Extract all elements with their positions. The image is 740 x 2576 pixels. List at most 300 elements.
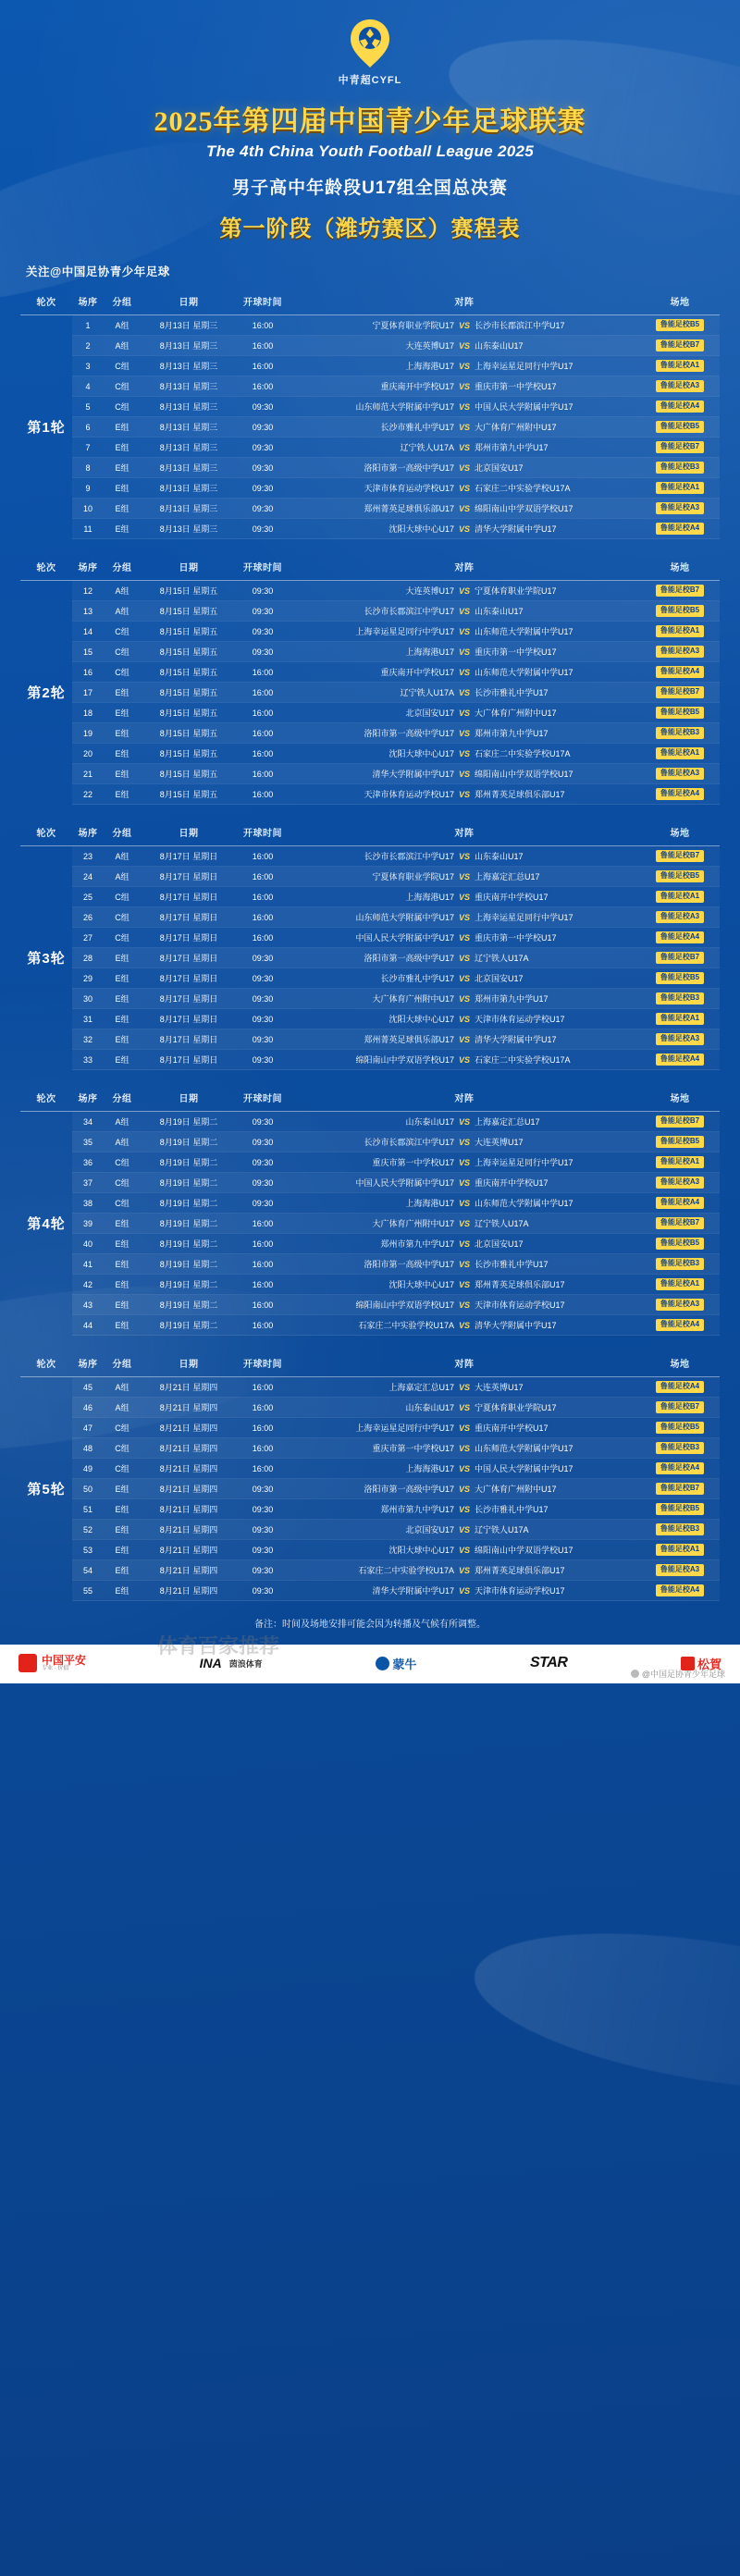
column-header: 场地	[640, 289, 720, 315]
group-name: E组	[104, 1275, 141, 1295]
sponsor-bar	[0, 1634, 740, 1683]
home-team: 中国人民大学附属中学U17	[355, 933, 454, 943]
matchup-cell	[289, 622, 640, 642]
group-name: A组	[104, 1377, 141, 1398]
away-team: 郑州市第九中学U17	[475, 994, 549, 1004]
corner-watermark-text: @中国足协青少年足球	[641, 1670, 725, 1679]
matchup-cell	[289, 397, 640, 417]
vs-label: VS	[458, 1565, 470, 1575]
group-name: E组	[104, 948, 141, 968]
venue-badge: 鲁能足校B5	[656, 421, 704, 433]
home-team: 重庆市第一中学校U17	[372, 1158, 454, 1167]
venue-cell	[640, 1152, 720, 1173]
home-team: 天津市体育运动学校U17	[364, 484, 454, 493]
kickoff-time: 09:30	[237, 1520, 289, 1540]
home-team: 山东泰山U17	[405, 1403, 454, 1412]
vs-label: VS	[458, 1463, 470, 1473]
table-row	[20, 968, 720, 989]
group-name: A组	[104, 1398, 141, 1418]
home-team: 郑州市第九中学U17	[380, 1239, 454, 1249]
home-team: 洛阳市第一高级中学U17	[364, 1485, 454, 1494]
venue-cell	[640, 417, 720, 438]
sponsor-pingan	[18, 1654, 86, 1672]
table-row	[20, 1560, 720, 1581]
kickoff-time: 16:00	[237, 1254, 289, 1275]
matchup-cell	[289, 1275, 640, 1295]
table-row	[20, 846, 720, 867]
vs-label: VS	[458, 728, 470, 738]
group-name: C组	[104, 397, 141, 417]
venue-badge: 鲁能足校A4	[656, 788, 704, 800]
venue-badge: 鲁能足校B7	[656, 686, 704, 698]
away-team: 大连英博U17	[475, 1383, 524, 1392]
home-team: 宁夏体育职业学院U17	[372, 321, 454, 330]
home-team: 长沙市雅礼中学U17	[380, 974, 454, 983]
home-team: 上海幸运星足同行中学U17	[355, 627, 454, 636]
matchup-cell	[289, 989, 640, 1009]
footnote: 备注：时间及场地安排可能会因为转播及气候有所调整。	[254, 1620, 486, 1630]
column-header: 轮次	[20, 820, 72, 846]
kickoff-time: 09:30	[237, 989, 289, 1009]
column-header: 日期	[141, 1350, 237, 1377]
group-name: E组	[104, 438, 141, 458]
table-row	[20, 928, 720, 948]
venue-badge: 鲁能足校A4	[656, 1462, 704, 1474]
home-team: 山东泰山U17	[405, 1117, 454, 1127]
venue-cell	[640, 1295, 720, 1315]
matchup-cell	[289, 1418, 640, 1438]
group-name: E组	[104, 764, 141, 784]
group-name: E组	[104, 989, 141, 1009]
vs-label: VS	[458, 503, 470, 513]
kickoff-time: 16:00	[237, 662, 289, 683]
away-team: 长沙市雅礼中学U17	[475, 688, 549, 697]
table-row	[20, 1438, 720, 1459]
match-no: 17	[72, 683, 104, 703]
venue-cell	[640, 1438, 720, 1459]
away-team: 山东师范大学附属中学U17	[475, 627, 574, 636]
matchup-cell	[289, 1132, 640, 1152]
round-label: 第1轮	[27, 420, 66, 437]
away-team: 北京国安U17	[475, 463, 524, 473]
venue-badge: 鲁能足校A4	[656, 523, 704, 535]
matchup-cell	[289, 662, 640, 683]
pingan-name: 中国平安	[42, 1653, 87, 1667]
away-team: 长沙市长郡滨江中学U17	[475, 321, 565, 330]
vs-label: VS	[458, 748, 470, 758]
column-header: 分组	[104, 1085, 141, 1112]
match-date: 8月21日 星期四	[141, 1581, 237, 1601]
venue-cell	[640, 1377, 720, 1398]
venue-badge: 鲁能足校A3	[656, 1299, 704, 1311]
vs-label: VS	[458, 1014, 470, 1024]
home-team: 大广体育广州附中U17	[372, 1219, 454, 1228]
match-date: 8月21日 星期四	[141, 1398, 237, 1418]
away-team: 山东师范大学附属中学U17	[475, 1199, 574, 1208]
kickoff-time: 09:30	[237, 948, 289, 968]
match-date: 8月21日 星期四	[141, 1418, 237, 1438]
vs-label: VS	[458, 1177, 470, 1188]
vs-label: VS	[458, 1504, 470, 1514]
column-header: 场地	[640, 820, 720, 846]
subtitle-category: 男子高中年龄段U17组全国总决赛	[232, 179, 508, 198]
vs-label: VS	[458, 422, 470, 432]
match-date: 8月17日 星期日	[141, 867, 237, 887]
group-name: E组	[104, 703, 141, 723]
kickoff-time: 09:30	[237, 1112, 289, 1132]
table-row	[20, 1029, 720, 1050]
vs-label: VS	[458, 442, 470, 452]
kickoff-time: 16:00	[237, 376, 289, 397]
column-header: 场序	[72, 554, 104, 581]
group-name: A组	[104, 846, 141, 867]
match-no: 2	[72, 336, 104, 356]
matchup-cell	[289, 499, 640, 519]
home-team: 大连英博U17	[405, 341, 454, 351]
home-team: 山东师范大学附属中学U17	[355, 913, 454, 922]
kickoff-time: 16:00	[237, 356, 289, 376]
mengniu-logo-icon	[376, 1657, 389, 1670]
schedule-table	[20, 820, 720, 1070]
venue-badge: 鲁能足校B5	[656, 1503, 704, 1515]
match-no: 32	[72, 1029, 104, 1050]
column-header: 轮次	[20, 1085, 72, 1112]
match-date: 8月17日 星期日	[141, 968, 237, 989]
away-team: 绵阳南山中学双语学校U17	[475, 504, 574, 513]
venue-cell	[640, 989, 720, 1009]
kickoff-time: 09:30	[237, 642, 289, 662]
column-header: 对阵	[289, 820, 640, 846]
table-row	[20, 601, 720, 622]
home-team: 长沙市长郡滨江中学U17	[364, 852, 454, 861]
away-team: 中国人民大学附属中学U17	[475, 402, 574, 412]
group-name: C组	[104, 907, 141, 928]
group-name: C组	[104, 1418, 141, 1438]
away-team: 宁夏体育职业学院U17	[475, 586, 557, 596]
matchup-cell	[289, 1152, 640, 1173]
sponsor-mengniu	[376, 1655, 416, 1672]
center-watermark: 体育百家推荐	[157, 1634, 280, 1658]
home-team: 郑州菁英足球俱乐部U17	[364, 504, 454, 513]
match-no: 1	[72, 315, 104, 336]
home-team: 沈阳大球中心U17	[388, 1546, 454, 1555]
table-row	[20, 376, 720, 397]
venue-cell	[640, 1050, 720, 1070]
away-team: 石家庄二中实验学校U17A	[475, 1055, 571, 1065]
venue-cell	[640, 1581, 720, 1601]
kickoff-time: 09:30	[237, 581, 289, 601]
matchup-cell	[289, 1193, 640, 1214]
match-no: 24	[72, 867, 104, 887]
table-row	[20, 519, 720, 539]
matchup-cell	[289, 723, 640, 744]
column-header: 场序	[72, 1085, 104, 1112]
matchup-cell	[289, 907, 640, 928]
group-name: E组	[104, 683, 141, 703]
column-header: 分组	[104, 1350, 141, 1377]
match-no: 52	[72, 1520, 104, 1540]
match-date: 8月21日 星期四	[141, 1560, 237, 1581]
venue-cell	[640, 581, 720, 601]
kickoff-time: 16:00	[237, 1438, 289, 1459]
venue-badge: 鲁能足校A3	[656, 768, 704, 780]
table-row	[20, 1275, 720, 1295]
group-name: C组	[104, 662, 141, 683]
kickoff-time: 09:30	[237, 458, 289, 478]
match-date: 8月19日 星期二	[141, 1234, 237, 1254]
match-no: 46	[72, 1398, 104, 1418]
matchup-cell	[289, 438, 640, 458]
vs-label: VS	[458, 687, 470, 697]
match-date: 8月17日 星期日	[141, 1009, 237, 1029]
away-team: 天津市体育运动学校U17	[475, 1015, 565, 1024]
sponsor-ina	[200, 1656, 263, 1670]
venue-badge: 鲁能足校A4	[656, 1197, 704, 1209]
match-date: 8月21日 星期四	[141, 1520, 237, 1540]
away-team: 石家庄二中实验学校U17A	[475, 484, 571, 493]
venue-cell	[640, 499, 720, 519]
home-team: 长沙市长郡滨江中学U17	[364, 1138, 454, 1147]
away-team: 上海幸运星足同行中学U17	[475, 362, 574, 371]
home-team: 上海海港U17	[405, 893, 454, 902]
match-date: 8月13日 星期三	[141, 478, 237, 499]
matchup-cell	[289, 1315, 640, 1336]
kickoff-time: 16:00	[237, 1234, 289, 1254]
column-header: 场序	[72, 1350, 104, 1377]
venue-badge: 鲁能足校B7	[656, 339, 704, 351]
match-date: 8月19日 星期二	[141, 1295, 237, 1315]
matchup-cell	[289, 376, 640, 397]
vs-label: VS	[458, 1034, 470, 1044]
venue-cell	[640, 1275, 720, 1295]
matchup-cell	[289, 703, 640, 723]
match-date: 8月21日 星期四	[141, 1377, 237, 1398]
kickoff-time: 09:30	[237, 1173, 289, 1193]
home-team: 洛阳市第一高级中学U17	[364, 463, 454, 473]
page-title-en: The 4th China Youth Football League 2025	[206, 142, 534, 160]
away-team: 郑州市第九中学U17	[475, 443, 549, 452]
match-no: 29	[72, 968, 104, 989]
venue-badge: 鲁能足校B5	[656, 707, 704, 719]
kickoff-time: 16:00	[237, 1315, 289, 1336]
pingan-logo-icon	[18, 1654, 37, 1672]
match-no: 30	[72, 989, 104, 1009]
match-no: 33	[72, 1050, 104, 1070]
venue-cell	[640, 601, 720, 622]
match-no: 49	[72, 1459, 104, 1479]
match-no: 12	[72, 581, 104, 601]
group-name: A组	[104, 336, 141, 356]
match-no: 23	[72, 846, 104, 867]
venue-badge: 鲁能足校A4	[656, 1381, 704, 1393]
corner-watermark	[631, 1668, 725, 1680]
vs-label: VS	[458, 483, 470, 493]
group-name: E组	[104, 1560, 141, 1581]
home-team: 绵阳南山中学双语学校U17	[355, 1300, 454, 1310]
kickoff-time: 09:30	[237, 417, 289, 438]
vs-label: VS	[458, 361, 470, 371]
away-team: 北京国安U17	[475, 1239, 524, 1249]
venue-badge: 鲁能足校B3	[656, 1523, 704, 1535]
away-team: 大广体育广州附中U17	[475, 709, 557, 718]
group-name: E组	[104, 1499, 141, 1520]
kickoff-time: 09:30	[237, 397, 289, 417]
away-team: 清华大学附属中学U17	[475, 1035, 557, 1044]
match-date: 8月13日 星期三	[141, 336, 237, 356]
away-team: 北京国安U17	[475, 974, 524, 983]
venue-badge: 鲁能足校B7	[656, 850, 704, 862]
round-label: 第5轮	[27, 1482, 66, 1498]
home-team: 长沙市长郡滨江中学U17	[364, 607, 454, 616]
match-date: 8月19日 星期二	[141, 1193, 237, 1214]
venue-cell	[640, 376, 720, 397]
group-name: E组	[104, 478, 141, 499]
group-name: A组	[104, 601, 141, 622]
kickoff-time: 16:00	[237, 887, 289, 907]
home-team: 辽宁铁人U17A	[400, 443, 454, 452]
ina-sub: 茵浪体育	[228, 1658, 263, 1669]
home-team: 上海海港U17	[405, 1464, 454, 1473]
matchup-cell	[289, 1377, 640, 1398]
matchup-cell	[289, 601, 640, 622]
venue-cell	[640, 907, 720, 928]
away-team: 郑州菁英足球俱乐部U17	[475, 1280, 565, 1289]
home-team: 北京国安U17	[405, 709, 454, 718]
kickoff-time: 16:00	[237, 1398, 289, 1418]
match-date: 8月13日 星期三	[141, 356, 237, 376]
group-name: A组	[104, 1132, 141, 1152]
away-team: 清华大学附属中学U17	[475, 1321, 557, 1330]
group-name: E组	[104, 1315, 141, 1336]
away-team: 辽宁铁人U17A	[475, 1219, 529, 1228]
match-no: 15	[72, 642, 104, 662]
kickoff-time: 09:30	[237, 1581, 289, 1601]
matchup-cell	[289, 1459, 640, 1479]
home-team: 郑州市第九中学U17	[380, 1505, 454, 1514]
matchup-cell	[289, 846, 640, 867]
group-name: E组	[104, 1254, 141, 1275]
venue-badge: 鲁能足校A1	[656, 625, 704, 637]
match-date: 8月19日 星期二	[141, 1315, 237, 1336]
match-date: 8月15日 星期五	[141, 662, 237, 683]
group-name: C组	[104, 356, 141, 376]
vs-label: VS	[458, 606, 470, 616]
matchup-cell	[289, 417, 640, 438]
away-team: 重庆南开中学校U17	[475, 893, 549, 902]
table-row	[20, 1459, 720, 1479]
venue-badge: 鲁能足校B7	[656, 1483, 704, 1495]
vs-label: VS	[458, 1402, 470, 1412]
kickoff-time: 16:00	[237, 764, 289, 784]
vs-label: VS	[458, 381, 470, 391]
venue-cell	[640, 1315, 720, 1336]
away-team: 重庆市第一中学校U17	[475, 382, 557, 391]
kickoff-time: 16:00	[237, 1275, 289, 1295]
venue-badge: 鲁能足校A4	[656, 1319, 704, 1331]
table-row	[20, 1377, 720, 1398]
sponsor-star	[530, 1655, 567, 1671]
kickoff-time: 16:00	[237, 867, 289, 887]
schedule-table	[20, 554, 720, 805]
matchup-cell	[289, 1438, 640, 1459]
table-row	[20, 1581, 720, 1601]
kickoff-time: 09:30	[237, 1479, 289, 1499]
vs-label: VS	[458, 973, 470, 983]
match-no: 43	[72, 1295, 104, 1315]
group-name: E组	[104, 1050, 141, 1070]
venue-cell	[640, 1214, 720, 1234]
kickoff-time: 09:30	[237, 1499, 289, 1520]
vs-label: VS	[458, 401, 470, 412]
table-row	[20, 1479, 720, 1499]
match-no: 47	[72, 1418, 104, 1438]
table-row	[20, 1540, 720, 1560]
group-name: E组	[104, 1029, 141, 1050]
home-team: 重庆南开中学校U17	[380, 382, 454, 391]
home-team: 中国人民大学附属中学U17	[355, 1178, 454, 1188]
column-header: 对阵	[289, 1350, 640, 1377]
away-team: 上海幸运星足同行中学U17	[475, 913, 574, 922]
kickoff-time: 09:30	[237, 499, 289, 519]
vs-label: VS	[458, 1320, 470, 1330]
venue-cell	[640, 1560, 720, 1581]
match-date: 8月13日 星期三	[141, 417, 237, 438]
matchup-cell	[289, 1560, 640, 1581]
matchup-cell	[289, 1520, 640, 1540]
match-no: 31	[72, 1009, 104, 1029]
table-row	[20, 1499, 720, 1520]
away-team: 重庆市第一中学校U17	[475, 933, 557, 943]
round-block	[20, 1085, 720, 1336]
matchup-cell	[289, 948, 640, 968]
column-header: 日期	[141, 820, 237, 846]
away-team: 绵阳南山中学双语学校U17	[475, 770, 574, 779]
away-team: 宁夏体育职业学院U17	[475, 1403, 557, 1412]
venue-badge: 鲁能足校B7	[656, 1217, 704, 1229]
match-date: 8月17日 星期日	[141, 928, 237, 948]
table-row	[20, 1112, 720, 1132]
venue-badge: 鲁能足校A1	[656, 1278, 704, 1290]
group-name: E组	[104, 1581, 141, 1601]
match-date: 8月17日 星期日	[141, 907, 237, 928]
matchup-cell	[289, 1234, 640, 1254]
match-no: 25	[72, 887, 104, 907]
table-row	[20, 499, 720, 519]
round-block	[20, 289, 720, 539]
vs-label: VS	[458, 1259, 470, 1269]
venue-cell	[640, 438, 720, 458]
table-header-row	[20, 1085, 720, 1112]
home-team: 洛阳市第一高级中学U17	[364, 729, 454, 738]
match-no: 28	[72, 948, 104, 968]
match-no: 19	[72, 723, 104, 744]
home-team: 上海嘉定汇总U17	[388, 1383, 454, 1392]
vs-label: VS	[458, 1279, 470, 1289]
group-name: E组	[104, 744, 141, 764]
table-row	[20, 887, 720, 907]
kickoff-time: 09:30	[237, 1132, 289, 1152]
away-team: 山东师范大学附属中学U17	[475, 668, 574, 677]
venue-cell	[640, 928, 720, 948]
venue-cell	[640, 458, 720, 478]
venue-cell	[640, 478, 720, 499]
venue-badge: 鲁能足校A1	[656, 1156, 704, 1168]
table-row	[20, 458, 720, 478]
venue-badge: 鲁能足校B7	[656, 1401, 704, 1413]
match-no: 3	[72, 356, 104, 376]
home-team: 清华大学附属中学U17	[372, 1586, 454, 1596]
table-row	[20, 315, 720, 336]
